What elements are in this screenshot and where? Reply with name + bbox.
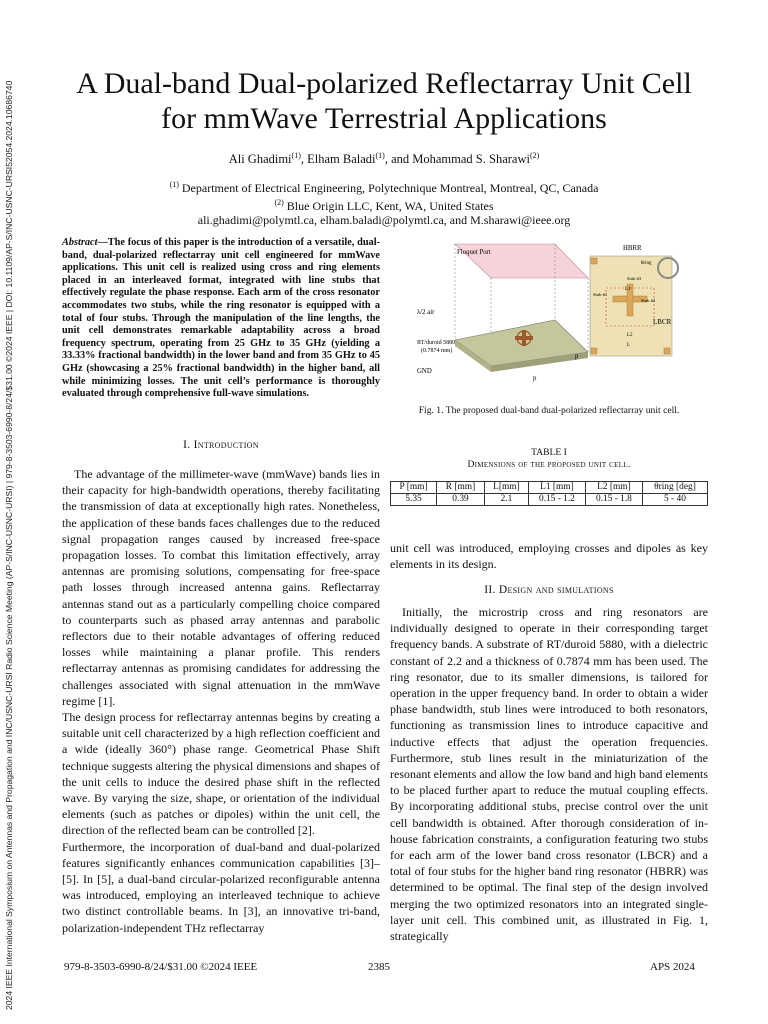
footer-conference: APS 2024 [650, 961, 695, 973]
table-cell: 0.15 - 1.2 [528, 494, 585, 506]
l1-label: L1 [625, 287, 631, 292]
author-1: Ali Ghadimi [228, 152, 292, 167]
intro-heading: I. Introduction [183, 439, 259, 451]
right-continuation: unit cell was introduced, employing crosses and dipoles as key elements in its design. [390, 541, 708, 572]
author-2-sup: (1) [375, 151, 385, 160]
table-header: L[mm] [484, 482, 528, 494]
author-1-sup: (1) [291, 151, 301, 160]
intro-body [62, 466, 380, 936]
theta-label: θring [641, 261, 652, 266]
l-label: L [627, 343, 631, 348]
table-cell: 0.15 - 1.8 [585, 494, 642, 506]
footer-page-number: 2385 [368, 961, 390, 973]
stub1-label: Stub #1 [593, 292, 608, 297]
abstract-text: —The focus of this paper is the introduction of a versatile, dual-band, dual-polarized reflectarray unit cell engineered for mmWave applications. This unit cell is realized using cross and ring elements placed in an interleaved format, integrated with line stubs that effectively regulate the phase response. Each arm of the cross resonator accommodates two stubs, while the ring resonator is equipped with a total of four stubs. Through the manipulation of the line lengths, the unit cell demonstrates remarkable adaptability across a broad frequency spectrum, operating from 25 GHz to 35 GHz (yielding a 33.33% fractional bandwidth) in the lower band and from 35 GHz to 45 GHz (showcasing a 25% fractional bandwidth) in the higher band, all while minimizing losses. The unit cell’s performance is thoroughly evaluated through comprehensive full-wave simulations. [62, 237, 380, 400]
table-1-label [390, 447, 708, 471]
author-list: Ali Ghadimi$^{(1)}$, Elham Baladi$^{(1)}$, and Mohammad S. Sharawi$^{(2)}$ [228, 151, 540, 167]
table-header: R [mm] [437, 482, 485, 494]
lambda-label: λ/2 air [417, 309, 435, 316]
affiliations [40, 178, 728, 228]
author-emails: ali.ghadimi@polymtl.ca, elham.baladi@polymtl.ca, and M.sharawi@ieee.org [197, 213, 571, 227]
side-doi-text: 2024 IEEE International Symposium on Antennas and Propagation and INC/USNC-URSI Radio Science Meeting (AP-S/INC-USNC-URSI) | 979-8-3503-6990-8/24/$31.00 ©2024 IEEE | DOI: 10.1109/AP-S/INC-USNC-URSI52054.2024.10686740 [4, 80, 14, 1010]
table-header: θring [deg] [642, 482, 707, 494]
table-header: L1 [mm] [528, 482, 585, 494]
footer-isbn: 979-8-3503-6990-8/24/$31.00 ©2024 IEEE [64, 961, 258, 973]
table-1-subtitle: Dimensions of the proposed unit cell. [467, 459, 631, 470]
affil-2-sup: (2) [274, 197, 284, 207]
figure-1-caption: Fig. 1. The proposed dual-band dual-polarized reflectarray unit cell. [418, 405, 680, 416]
design-heading: II. Design and simulations [484, 584, 614, 596]
table-1-title: TABLE I [531, 447, 567, 458]
table-header: L2 [mm] [585, 482, 642, 494]
p-label-bottom: p [533, 375, 537, 382]
table-header: P [mm] [391, 482, 437, 494]
author-and: and [391, 152, 410, 167]
dimensions-table [390, 481, 708, 506]
figure-1 [415, 240, 710, 400]
stub2-label: Stub #2 [641, 298, 656, 303]
affil-2: Blue Origin LLC, Kent, WA, United States [286, 198, 494, 213]
title-line-2: for mmWave Terrestrial Applications [161, 102, 607, 135]
author-3: Mohammad S. Sharawi [412, 152, 530, 167]
stub3-label: Stub #3 [627, 276, 642, 281]
substrate-label-1: RT/duroid 5880 [417, 340, 456, 346]
author-2: Elham Baladi [307, 152, 376, 167]
intro-para-2: The design process for reflectarray antennas begins by creating a suitable unit cell characterized by a high reflection coefficient and a wide (ideally 360°) phase range. Geometrical Phase Shift technique suggests altering the physical dimensions and shapes of the unit cells to induce the desired phase shift in the reflected wave. By varying the size, shape, or orientation of the individual elements (such as patches or dipoles) within the unit cell, the direction of the reflected beam can be controlled [2]. [62, 710, 380, 838]
table-cell: 5.35 [391, 494, 437, 506]
abstract [62, 237, 380, 401]
lbcr-label: LBCR [653, 318, 672, 326]
floquet-port-label: Floquet Port [457, 249, 491, 256]
paper-title [40, 66, 728, 136]
table-cell: 0.39 [437, 494, 485, 506]
l2-label: L2 [627, 333, 633, 338]
design-body [390, 604, 708, 944]
substrate-label-2: (0.7874 mm) [421, 348, 453, 354]
design-para-1: Initially, the microstrip cross and ring resonators are individually designed to operate in their corresponding target frequency bands. A substrate of RT/duroid 5880, with a dielectric constant of 2.2 and a thickness of 0.7874 mm has been used. The ring resonator, due to its smaller dimensions, is tailored for operation in the upper frequency band. In order to obtain a wider phase bandwidth, stub lines were introduced to both resonators, functioning as transmission lines to introduce capacitive and inductive effects that adjust the operation frequencies. Furthermore, stub lines result in the miniaturization of the resonant elements and allow the low band and high band elements to be placed further apart to reduce the mutual coupling effects. By incorporating additional stubs, precise control over the unit cell bandwidth is obtained. After thorough consideration of in-house fabrication constraints, a configuration featuring two stubs for each arm of the lower band cross resonator (LBCR) and a total of four stubs for the higher band ring resonator (HBRR) was determined to be optimal. The final step of the design involved merging the two optimized resonators into an integrated single-layer unit cell. This combined unit, as illustrated in Fig. 1, strategically [390, 605, 708, 944]
affil-1-sup: (1) [169, 180, 179, 189]
title-line-1: A Dual-band Dual-polarized Reflectarray Unit Cell [76, 67, 692, 100]
side-doi-banner [2, 10, 16, 1010]
abstract-label: Abstract [62, 237, 98, 248]
intro-para-3: Furthermore, the incorporation of dual-band and dual-polarized features significantly enhances communication capabilities [3]–[5]. In [5], a dual-band circular-polarized reconfigurable antenna was introduced, employing an interleaved technique to achieve two distinct controllable beams. In [3], an innovative tri-band, polarization-independent THz reflectarray [62, 839, 380, 935]
intro-para-1: The advantage of the millimeter-wave (mmWave) bands lies in their capacity for high-bandwidth operations, thereby facilitating the transmission of data at exceptionally high rates. Nonetheless, the application of these bands faces challenges due to the reduced signal propagation ranges caused by increased free-space propagation losses. To combat this limitation effectively, array antennas are promising solutions, compensating for free-space path losses through increased antenna gains. Reflectarray antennas stand out as a particularly compelling choice compared to counterparts such as phased array antennas and parabolic reflectors due to their notable advantages of offering reduced losses while maintaining a planar profile. This renders reflectarray antennas as promising candidates for addressing the challenges associated with signal attenuation in the mmWave regime [1]. [62, 467, 380, 708]
table-cell: 2.1 [484, 494, 528, 506]
table-cell: 5 - 40 [642, 494, 707, 506]
gnd-label: GND [417, 368, 432, 375]
table-row [391, 494, 708, 506]
hbrr-label: HBRR [623, 245, 642, 252]
p-label-side: p [575, 353, 579, 360]
table-header-row [391, 482, 708, 494]
affil-1: Department of Electrical Engineering, Polytechnique Montreal, Montreal, QC, Canada [181, 181, 599, 195]
author-3-sup: (2) [529, 151, 540, 160]
